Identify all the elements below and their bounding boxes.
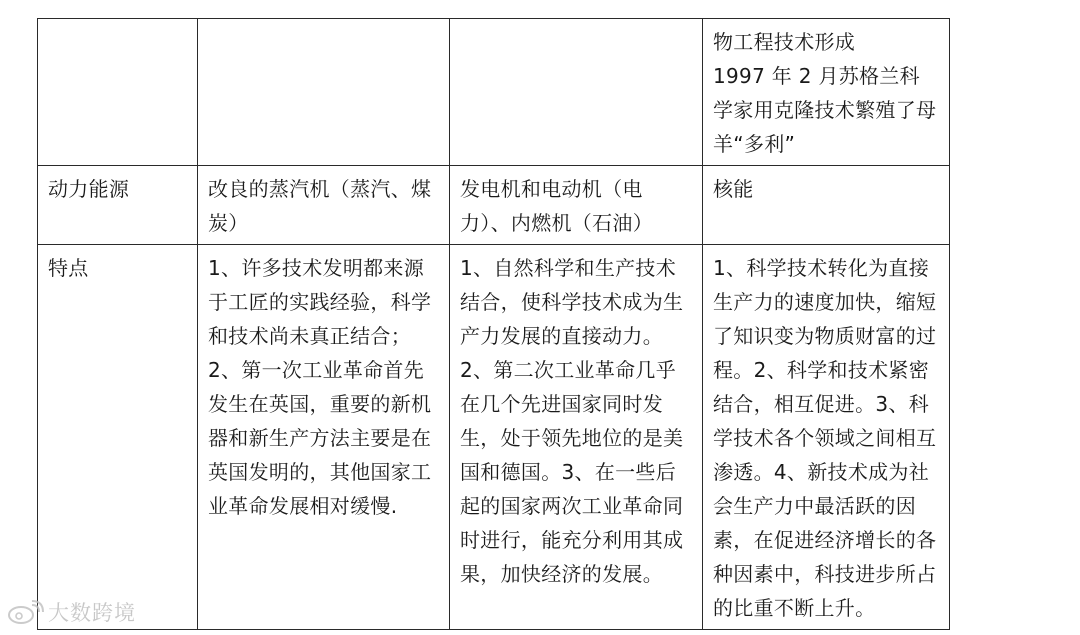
table-row-characteristics — [38, 245, 950, 630]
row-header-label: 特点 — [48, 256, 89, 280]
cell-text: 改良的蒸汽机（蒸汽、煤炭） — [208, 177, 432, 235]
table-cell — [450, 19, 703, 166]
table-cell — [198, 245, 450, 630]
cell-text: 核能 — [713, 177, 754, 201]
table-cell — [450, 166, 703, 245]
row-header-cell — [38, 245, 198, 630]
weibo-icon — [6, 599, 44, 625]
cell-text: 1、许多技术发明都来源于工匠的实践经验，科学和技术尚未真正结合；2、第一次工业革命首先发生在英国，重要的新机器和新生产方法主要是在英国发明的，其他国家工业革命发展相对缓慢. — [208, 256, 432, 518]
table-cell — [703, 166, 950, 245]
comparison-table — [37, 18, 950, 630]
table-cell — [450, 245, 703, 630]
row-header-label: 动力能源 — [48, 177, 130, 201]
cell-text: 1、科学技术转化为直接生产力的速度加快，缩短了知识变为物质财富的过程。2、科学和技术紧密结合，相互促进。3、科学技术各个领域之间相互渗透。4、新技术成为社会生产力中最活跃的因素，在促进经济增长的各种因素中，科技进步所占的比重不断上升。 — [713, 256, 937, 620]
cell-text: 发电机和电动机（电力）、内燃机（石油） — [460, 177, 653, 235]
table-row-continued — [38, 19, 950, 166]
cell-text: 1、自然科学和生产技术结合，使科学技术成为生产力发展的直接动力。2、第二次工业革命几乎在几个先进国家同时发生，处于领先地位的是美国和德国。3、在一些后起的国家两次工业革命同时进行，能充分利用其成果，加快经济的发展。 — [460, 256, 684, 586]
table-cell — [703, 19, 950, 166]
table-cell — [198, 166, 450, 245]
row-header-cell — [38, 166, 198, 245]
table-cell — [38, 19, 198, 166]
table-cell — [198, 19, 450, 166]
table-cell — [703, 245, 950, 630]
watermark-text: 大数跨境 — [48, 601, 136, 625]
table-row-power-source — [38, 166, 950, 245]
watermark — [6, 596, 136, 628]
cell-text: 物工程技术形成 1997 年 2 月苏格兰科学家用克隆技术繁殖了母羊“多利” — [713, 30, 937, 156]
